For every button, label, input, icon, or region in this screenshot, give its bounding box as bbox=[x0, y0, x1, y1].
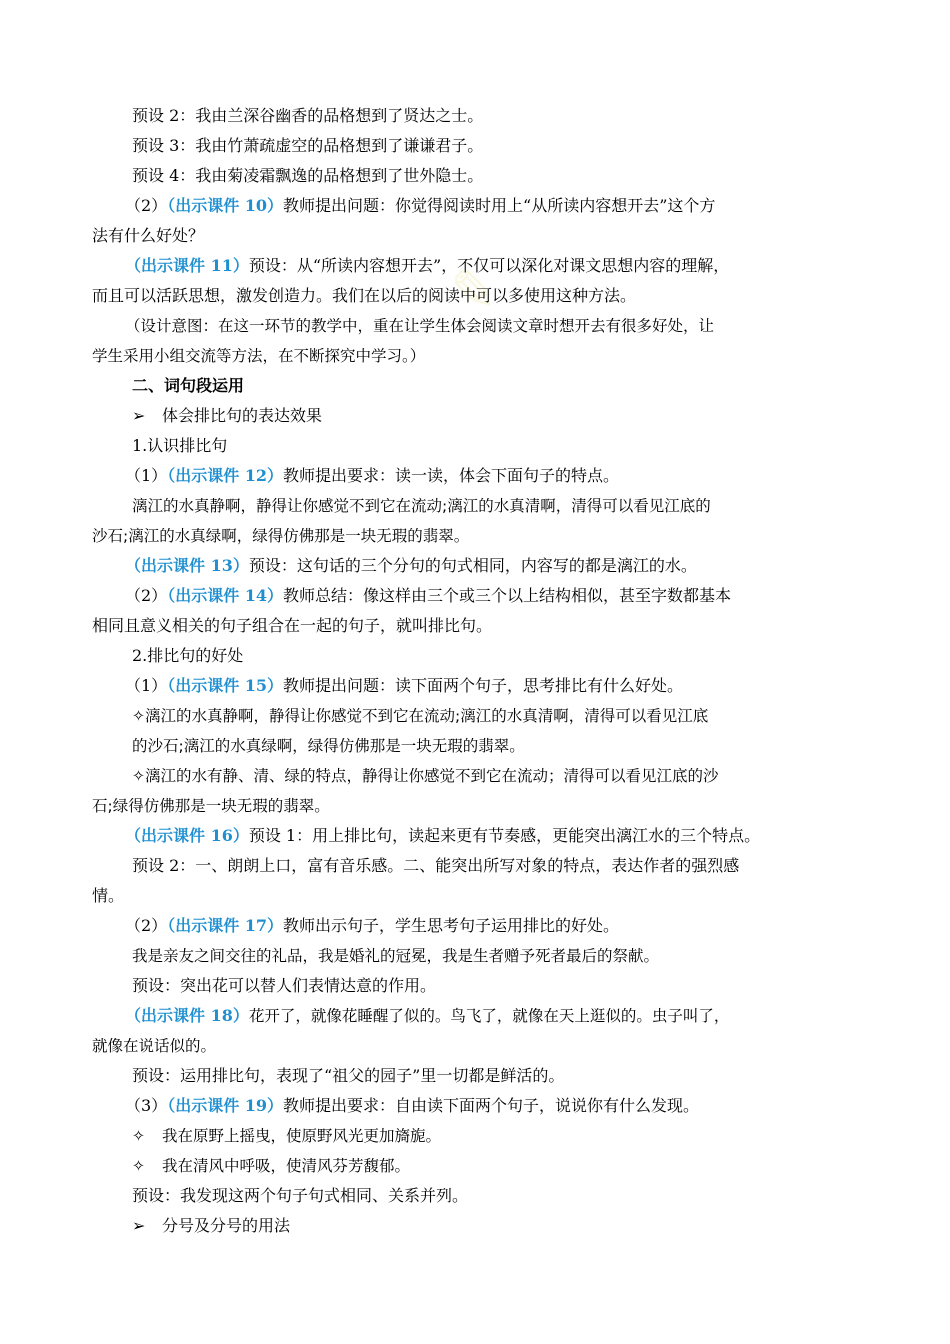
text-line: 预设 2：我由兰深谷幽香的品格想到了贤达之士。 bbox=[132, 106, 484, 125]
text-line: （2）（出示课件 17）教师出示句子，学生思考句子运用排比的好处。 bbox=[125, 916, 620, 935]
text-line: （出示课件 11）预设：从“所读内容想开去”，不仅可以深化对课文思想内容的理解， bbox=[125, 256, 730, 275]
text-line: （2）（出示课件 10）教师提出问题：你觉得阅读时用上“从所读内容想开去”这个方 bbox=[125, 196, 716, 215]
text-line: （1）（出示课件 15）教师提出问题：读下面两个句子，思考排比有什么好处。 bbox=[125, 676, 684, 695]
arrow-bullet-icon: ➢ bbox=[132, 1216, 146, 1235]
design-intent: （设计意图：在这一环节的教学中，重在让学生体会阅读文章时想开去有很多好处，让 bbox=[125, 317, 715, 335]
text-line: 预设 2：一、朗朗上口，富有音乐感。二、能突出所写对象的特点，表达作者的强烈感 bbox=[132, 856, 740, 875]
bullet-heading: ➢ 体会排比句的表达效果 bbox=[132, 404, 902, 428]
text-line: （出示课件 13）预设：这句话的三个分句的句式相同，内容写的都是漓江的水。 bbox=[125, 556, 697, 575]
courseware-tag: （出示课件 10） bbox=[167, 196, 284, 215]
text-line: 情。 bbox=[92, 886, 125, 905]
example-sentence: 就像在说话似的。 bbox=[92, 1037, 217, 1055]
text-line: （出示课件 18）花开了，就像花睡醒了似的。鸟飞了，就像在天上逛似的。虫子叫了， bbox=[125, 1006, 730, 1025]
text-line: 预设：运用排比句，表现了“祖父的园子”里一切都是鲜活的。 bbox=[132, 1066, 565, 1085]
example-sentence: ✧ 我在原野上摇曳，使原野风光更加旖旎。 bbox=[132, 1124, 902, 1148]
example-sentence: 漓江的水真静啊，静得让你感觉不到它在流动;漓江的水真清啊，清得可以看见江底的 bbox=[132, 497, 711, 515]
section-heading: 二、词句段运用 bbox=[132, 376, 245, 395]
courseware-tag: （出示课件 11） bbox=[125, 256, 249, 275]
text-line: 预设 4：我由菊凌霜飘逸的品格想到了世外隐士。 bbox=[132, 166, 484, 185]
subheading: 2.排比句的好处 bbox=[132, 646, 244, 665]
text-line: 预设：我发现这两个句子句式相同、关系并列。 bbox=[132, 1186, 469, 1205]
example-sentence: 的沙石;漓江的水真绿啊，绿得仿佛那是一块无瑕的翡翠。 bbox=[132, 737, 525, 755]
example-sentence: ✧漓江的水真静啊，静得让你感觉不到它在流动;漓江的水真清啊，清得可以看见江底 bbox=[132, 707, 709, 725]
design-intent: 学生采用小组交流等方法，在不断探究中学习。） bbox=[92, 347, 426, 365]
courseware-tag: （出示课件 18） bbox=[125, 1006, 249, 1025]
subheading: 1.认识排比句 bbox=[132, 436, 228, 455]
example-sentence: 石;绿得仿佛那是一块无瑕的翡翠。 bbox=[92, 797, 330, 815]
diamond-bullet-icon: ✧ bbox=[132, 1127, 145, 1145]
example-sentence: ✧ 我在清风中呼吸，使清风芬芳馥郁。 bbox=[132, 1154, 902, 1178]
text-line: （1）（出示课件 12）教师提出要求：读一读，体会下面句子的特点。 bbox=[125, 466, 620, 485]
diamond-bullet-icon: ✧ bbox=[132, 1157, 145, 1175]
example-sentence: 我是亲友之间交往的礼品，我是婚礼的冠冕，我是生者赠予死者最后的祭献。 bbox=[132, 947, 660, 965]
courseware-tag: （出示课件 15） bbox=[167, 676, 284, 695]
text-line: 法有什么好处？ bbox=[92, 226, 205, 245]
courseware-tag: （出示课件 16） bbox=[125, 826, 249, 845]
svg-text:✎: ✎ bbox=[450, 259, 497, 324]
example-sentence: ✧漓江的水有静、清、绿的特点，静得让你感觉不到它在流动；清得可以看见江底的沙 bbox=[132, 767, 719, 785]
text-line: 预设：突出花可以替人们表情达意的作用。 bbox=[132, 976, 437, 995]
courseware-tag: （出示课件 12） bbox=[167, 466, 284, 485]
courseware-tag: （出示课件 19） bbox=[167, 1096, 284, 1115]
text-line: （出示课件 16）预设 1：用上排比句，读起来更有节奏感，更能突出漓江水的三个特点。 bbox=[125, 826, 761, 845]
text-line: （2）（出示课件 14）教师总结：像这样由三个或三个以上结构相似，甚至字数都基本 bbox=[125, 586, 732, 605]
courseware-tag: （出示课件 17） bbox=[167, 916, 284, 935]
text-line: （3）（出示课件 19）教师提出要求：自由读下面两个句子，说说你有什么发现。 bbox=[125, 1096, 700, 1115]
bullet-heading: ➢ 分号及分号的用法 bbox=[132, 1214, 902, 1238]
text-line: 预设 3：我由竹萧疏虚空的品格想到了谦谦君子。 bbox=[132, 136, 484, 155]
arrow-bullet-icon: ➢ bbox=[132, 406, 146, 425]
example-sentence: 沙石;漓江的水真绿啊，绿得仿佛那是一块无瑕的翡翠。 bbox=[92, 527, 470, 545]
courseware-tag: （出示课件 13） bbox=[125, 556, 249, 575]
text-line: 相同且意义相关的句子组合在一起的句子，就叫排比句。 bbox=[92, 616, 493, 635]
text-line: 而且可以活跃思想，激发创造力。我们在以后的阅读中可以多使用这种方法。 bbox=[92, 286, 637, 305]
courseware-tag: （出示课件 14） bbox=[167, 586, 284, 605]
